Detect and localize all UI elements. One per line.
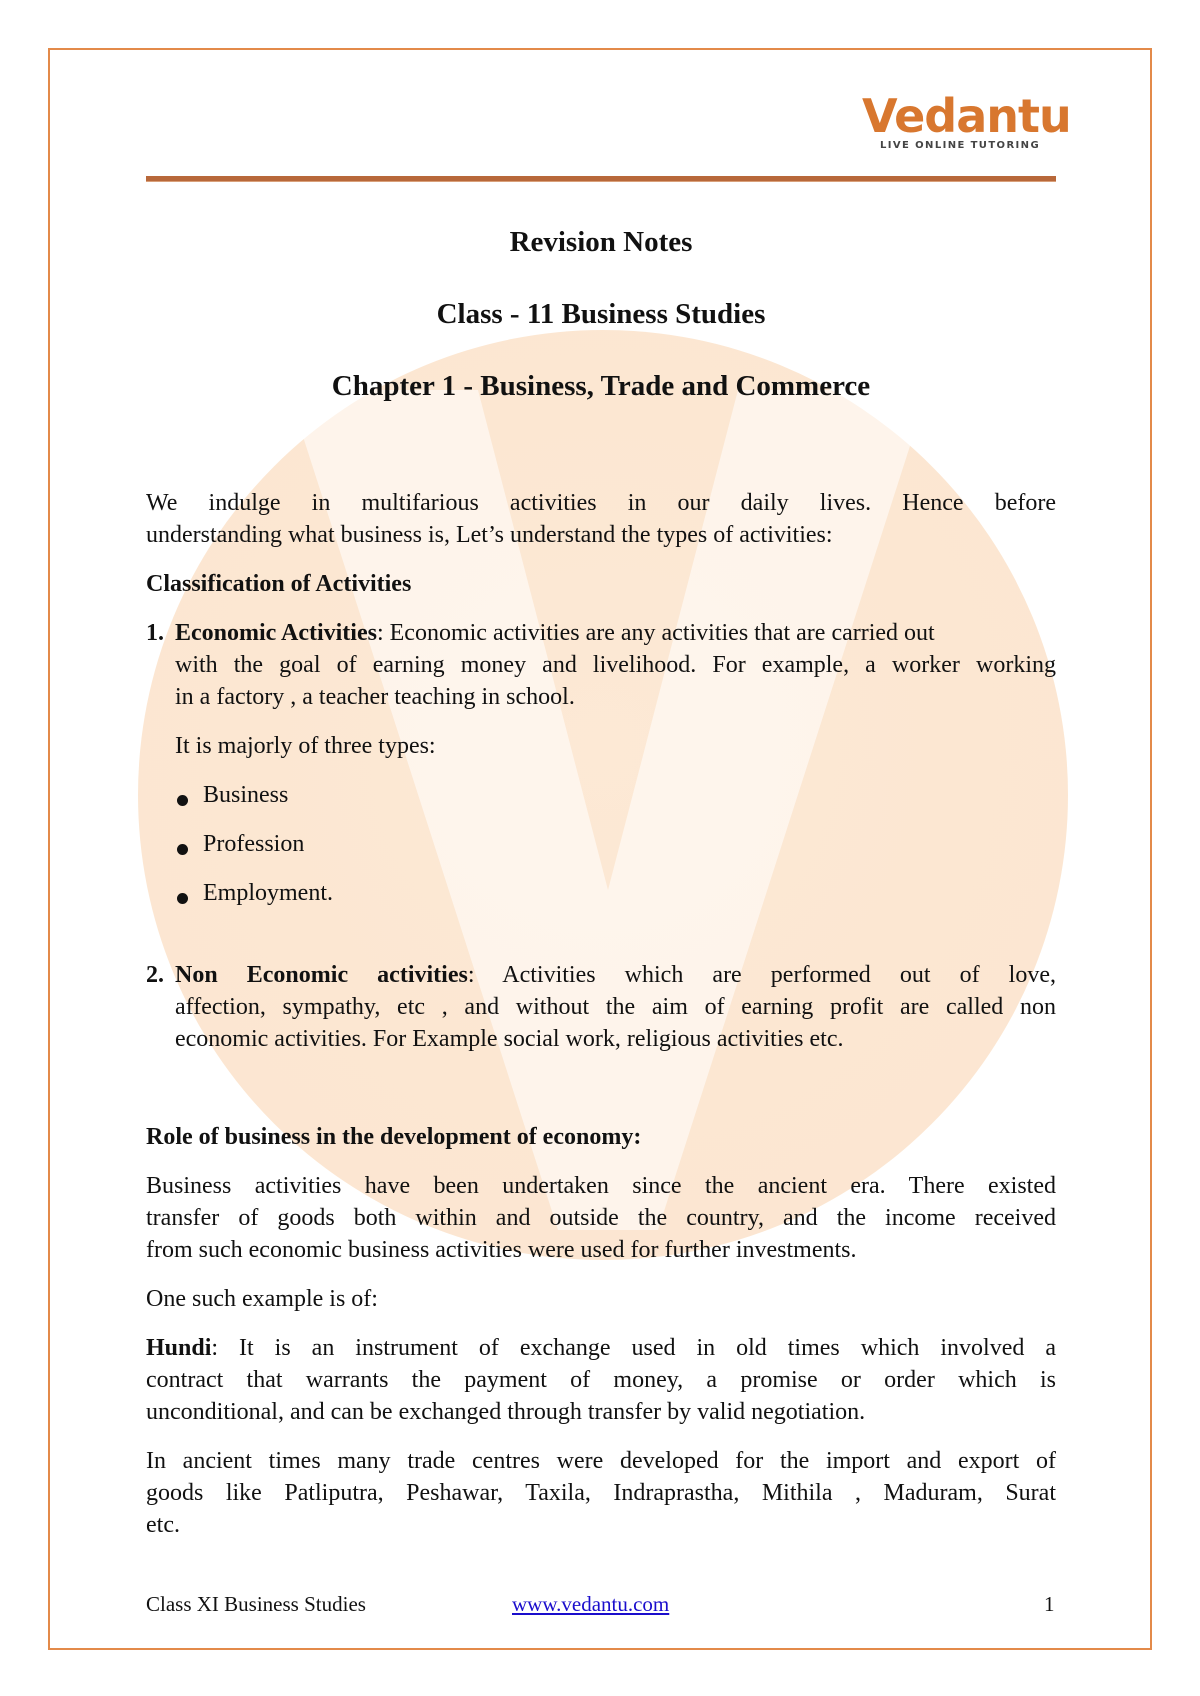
role-line-1: Business activities have been undertaken since the ancient era. There existed bbox=[146, 1173, 1056, 1199]
role-line-3: from such economic business activities were used for further investments. bbox=[146, 1237, 857, 1263]
item-1-term: Economic Activities bbox=[175, 620, 377, 646]
bullet-item-business: Business bbox=[203, 782, 289, 808]
hundi-text: : It is an instrument of exchange used in old times which involved a bbox=[211, 1335, 1056, 1361]
trade-line-1: In ancient times many trade centres were developed for the import and export of bbox=[146, 1448, 1056, 1474]
hundi-line-1 bbox=[146, 1332, 1056, 1364]
classification-heading: Classification of Activities bbox=[146, 571, 412, 597]
bullet-item-employment: Employment. bbox=[203, 880, 333, 906]
class-title: Class - 11 Business Studies bbox=[436, 298, 766, 330]
logo-wordmark: Vedantu bbox=[862, 89, 1071, 143]
item-1-line-1 bbox=[175, 617, 1056, 649]
hundi-line-3: unconditional, and can be exchanged through transfer by valid negotiation. bbox=[146, 1399, 866, 1425]
bullet-dot bbox=[177, 795, 188, 806]
role-heading: Role of business in the development of economy: bbox=[146, 1124, 642, 1150]
trade-line-3: etc. bbox=[146, 1512, 180, 1538]
types-intro: It is majorly of three types: bbox=[175, 733, 436, 759]
item-2-text: : Activities which are performed out of love, bbox=[467, 962, 1056, 988]
item-1-number: 1. bbox=[146, 620, 164, 646]
item-2-line-2: affection, sympathy, etc , and without the aim of earning profit are called non bbox=[175, 994, 1056, 1020]
item-2-number: 2. bbox=[146, 962, 164, 988]
item-2-term: Non Economic activities bbox=[175, 962, 468, 988]
bullet-dot bbox=[177, 844, 188, 855]
intro-line-2: understanding what business is, Let’s understand the types of activities: bbox=[146, 522, 833, 548]
header-divider bbox=[146, 176, 1056, 182]
bullet-dot bbox=[177, 893, 188, 904]
doc-title: Revision Notes bbox=[509, 226, 693, 258]
bullet-item-profession: Profession bbox=[203, 831, 305, 857]
trade-line-2: goods like Patliputra, Peshawar, Taxila, Indraprastha, Mithila , Maduram, Surat bbox=[146, 1480, 1056, 1506]
item-1-text: : Economic activities are any activities that are carried out bbox=[376, 620, 935, 646]
chapter-title: Chapter 1 - Business, Trade and Commerce bbox=[331, 370, 871, 402]
item-2-line-3: economic activities. For Example social work, religious activities etc. bbox=[175, 1026, 844, 1052]
item-1-line-3: in a factory , a teacher teaching in school. bbox=[175, 684, 575, 710]
vedantu-logo bbox=[862, 86, 1071, 156]
logo-tagline: LIVE ONLINE TUTORING bbox=[880, 140, 1041, 151]
item-1-line-2: with the goal of earning money and livelihood. For example, a worker working bbox=[175, 652, 1056, 678]
item-2-line-1 bbox=[175, 959, 1056, 991]
role-line-2: transfer of goods both within and outside the country, and the income received bbox=[146, 1205, 1056, 1231]
hundi-line-2: contract that warrants the payment of money, a promise or order which is bbox=[146, 1367, 1056, 1393]
footer-website-link[interactable]: www.vedantu.com bbox=[512, 1592, 670, 1616]
footer-left-text: Class XI Business Studies bbox=[146, 1592, 366, 1616]
page-number: 1 bbox=[1044, 1592, 1055, 1616]
hundi-term: Hundi bbox=[146, 1335, 212, 1361]
intro-line-1: We indulge in multifarious activities in our daily lives. Hence before bbox=[146, 490, 1056, 516]
example-intro: One such example is of: bbox=[146, 1286, 378, 1312]
